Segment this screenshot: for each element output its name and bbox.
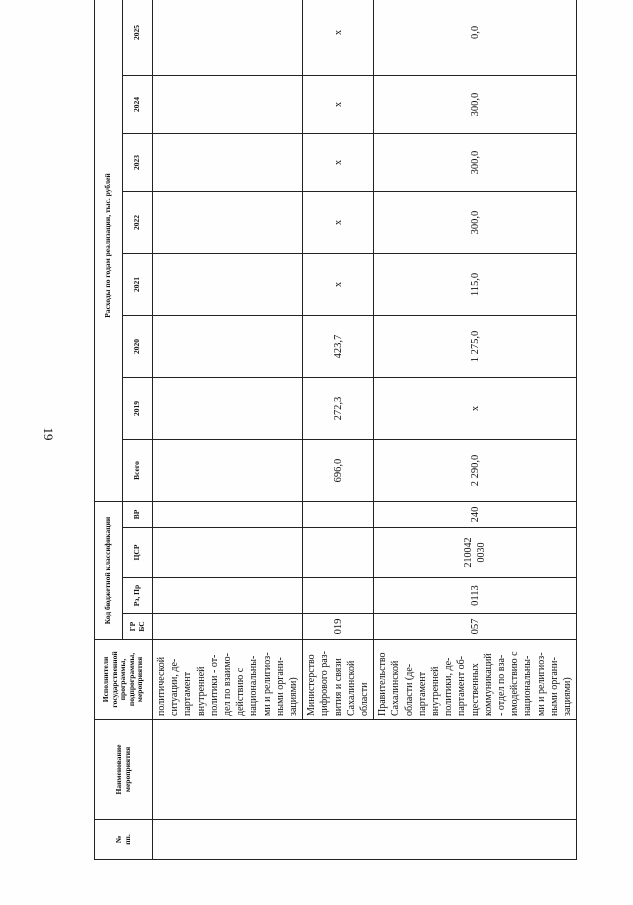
cell-executor: политической ситуации, де- партамент внутренней политики - от- дел по взаимо- действию с национальны- ми и религиоз- ными органи- зациями) (153, 640, 303, 720)
cell-executor: Правительство Сахалинской области (де- партамент внутренней политики, де- партамент об- щественных коммуникаций - отдел по вза- имодействию с национальны- ми и религиоз- ными органи- зациями) (374, 640, 577, 720)
cell-2020: 1 275,0 (374, 316, 577, 378)
cell-grbs: 057 (374, 614, 577, 640)
cell-2022: x (303, 192, 374, 254)
cell-2020: 423,7 (303, 316, 374, 378)
header-year-2024: 2024 (123, 76, 153, 134)
header-executor: Исполнители государственной программы, подпрограммы, мероприятия (95, 640, 153, 720)
header-year-2021: 2021 (123, 254, 153, 316)
cell-csr: 210042 0030 (374, 528, 577, 578)
cell-vr: 240 (374, 502, 577, 528)
cell-total (153, 440, 303, 502)
cell-total: 696,0 (303, 440, 374, 502)
cell-rzpr: 0113 (374, 578, 577, 614)
cell-2020 (153, 316, 303, 378)
header-grbs: ГР БС (123, 614, 153, 640)
page-number: 19 (41, 427, 56, 441)
cell-2024: x (303, 76, 374, 134)
cell-2025: x (303, 0, 374, 76)
cell-csr (153, 528, 303, 578)
header-name: Наименование мероприятия (95, 720, 153, 820)
cell-2021 (153, 254, 303, 316)
header-year-2020: 2020 (123, 316, 153, 378)
cell-2025 (153, 0, 303, 76)
cell-2023: x (303, 134, 374, 192)
cell-num (153, 820, 577, 860)
cell-2022: 300,0 (374, 192, 577, 254)
cell-rzpr (303, 578, 374, 614)
cell-vr (303, 502, 374, 528)
cell-total: 2 290,0 (374, 440, 577, 502)
header-csr: ЦСР (123, 528, 153, 578)
header-expenses: Расходы по годам реализации, тыс. рублей (95, 0, 123, 502)
cell-2019: x (374, 378, 577, 440)
cell-2021: 115,0 (374, 254, 577, 316)
cell-2024: 300,0 (374, 76, 577, 134)
cell-vr (153, 502, 303, 528)
cell-csr (303, 528, 374, 578)
header-vr: ВР (123, 502, 153, 528)
cell-2024 (153, 76, 303, 134)
header-rzpr: Рз, Пр (123, 578, 153, 614)
cell-2023: 300,0 (374, 134, 577, 192)
header-year-2022: 2022 (123, 192, 153, 254)
cell-rzpr (153, 578, 303, 614)
header-total: Всего (123, 440, 153, 502)
cell-2022 (153, 192, 303, 254)
table-row (153, 0, 303, 860)
budget-table (94, 0, 577, 860)
cell-grbs (153, 614, 303, 640)
cell-name (153, 720, 577, 820)
budget-table-wrapper (94, 24, 574, 860)
cell-2025: 0,0 (374, 0, 577, 76)
header-budget-code: Код бюджетной классификации (95, 502, 123, 640)
header-num: № пп. (95, 820, 153, 860)
header-year-2023: 2023 (123, 134, 153, 192)
cell-2021: x (303, 254, 374, 316)
cell-2019: 272,3 (303, 378, 374, 440)
header-year-2025: 2025 (123, 0, 153, 76)
cell-executor: Министерство цифрового раз- вития и связи Сахалинской области (303, 640, 374, 720)
cell-2023 (153, 134, 303, 192)
cell-grbs: 019 (303, 614, 374, 640)
header-year-2019: 2019 (123, 378, 153, 440)
cell-2019 (153, 378, 303, 440)
